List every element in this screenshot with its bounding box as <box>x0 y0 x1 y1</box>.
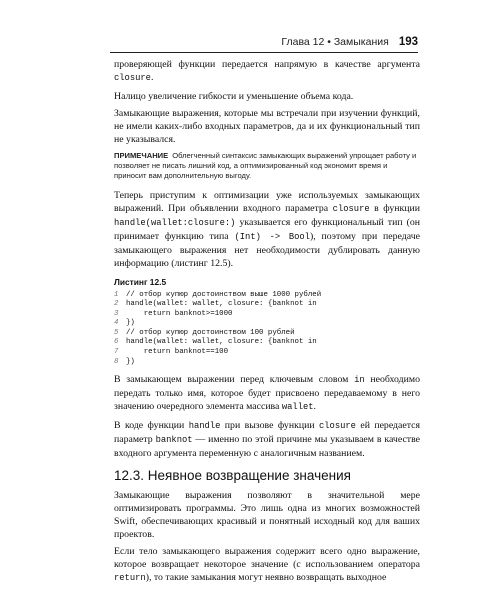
section-heading: 12.3. Неявное возвращение значения <box>114 467 351 483</box>
paragraph-7: Замыкающие выражения позволяют в значительной мере оптимизировать программы. Это лишь одна из многих возможностей Swift, обеспечивающих красивый и понятный исходный код для ваших проектов. <box>114 489 420 540</box>
code-text: return banknot>=1000 <box>126 309 233 318</box>
code-text: handle(wallet: wallet, closure: {banknot in <box>126 338 317 347</box>
inline-code: in <box>354 375 365 386</box>
text: . <box>150 72 154 83</box>
running-header <box>110 36 418 50</box>
note-text: Облегченный синтаксис замыкающих выражений упрощает работу и позволяет не писать лишний код, а оптимизированный код экономит время и приносит вам дополнительную выгоду. <box>114 150 417 180</box>
code-line <box>114 358 420 368</box>
page-number: 193 <box>398 36 418 48</box>
code-line <box>114 300 420 310</box>
paragraph-3: Замыкающие выражения, которые мы встречали при изучении функций, не имели каких-либо входных параметров, да и их функциональный тип не указывался. <box>114 108 420 145</box>
line-number: 1 <box>114 290 119 299</box>
inline-code: wallet <box>281 402 314 413</box>
text: ), то такие замыкания могут неявно возвращать выходное <box>145 572 387 584</box>
header-rule <box>110 52 418 53</box>
text: ), поэтому при передаче замыкающего выражения нет необходимости дублировать данную информацию (листинг 12.5). <box>114 230 420 269</box>
line-number: 7 <box>114 348 119 357</box>
line-number: 8 <box>114 357 119 366</box>
paragraph-8 <box>114 545 420 585</box>
line-number: 3 <box>114 309 119 318</box>
text: в функции <box>369 202 421 214</box>
inline-code: banknot <box>155 434 193 445</box>
code-line <box>114 310 420 320</box>
code-text: }) <box>126 357 135 366</box>
note-block <box>114 151 420 181</box>
code-line <box>114 338 420 348</box>
paragraph-1 <box>114 58 420 85</box>
text: при вызове функции <box>220 419 319 431</box>
code-text: // отбор купюр достоинством 100 рублей <box>126 328 295 337</box>
note-label: ПРИМЕЧАНИЕ <box>114 150 169 160</box>
chapter-title: Глава 12 • Замыкания <box>281 36 389 48</box>
paragraph-4 <box>114 189 420 270</box>
code-line <box>114 348 420 358</box>
code-listing <box>114 291 420 368</box>
text: . <box>313 401 316 413</box>
code-text: handle(wallet: wallet, closure: {banknot in <box>126 300 317 309</box>
line-number: 4 <box>114 319 119 328</box>
page-body <box>114 58 420 590</box>
code-text: return banknot==100 <box>126 348 229 357</box>
inline-code: handle <box>188 420 221 431</box>
code-line <box>114 319 420 329</box>
line-number: 5 <box>114 328 119 337</box>
paragraph-2: Налицо увеличение гибкости и уменьшение объема кода. <box>114 90 354 102</box>
text: Если тело замыкающего выражения содержит всего одно выражение, которое возвращает некоторое значение (с использованием оператора <box>114 546 420 571</box>
text: проверяющей функции передается напрямую в качестве аргумента <box>114 59 420 70</box>
code-text: }) <box>126 319 135 328</box>
inline-code: (Int) -> Bool <box>234 231 310 242</box>
text: необходимо передать только имя, которое будет присвоено передаваемому в него значению очередного элемента массива <box>114 374 420 413</box>
text: указывается его функциональный тип (он принимает функцию типа <box>114 216 420 242</box>
text: В коде функции <box>114 419 189 431</box>
text: ей передается параметр <box>114 419 420 445</box>
text: — именно по этой причине мы указываем в качестве входного аргумента переменную с аналогичным названием. <box>114 433 420 459</box>
paragraph-5 <box>114 373 420 414</box>
inline-code: handle(wallet:closure:) <box>114 217 236 228</box>
line-number: 6 <box>114 338 119 347</box>
inline-code: closure <box>332 203 370 214</box>
line-number: 2 <box>114 300 119 309</box>
text: В замыкающем выражении перед ключевым словом <box>114 374 355 386</box>
inline-code: return <box>114 573 146 584</box>
text: Теперь приступим к оптимизации уже используемых замыкающих выражений. При объявлении входного параметра <box>114 189 420 214</box>
code-text: // отбор купюр достоинством выше 1000 рублей <box>126 290 322 299</box>
code-line <box>114 291 420 301</box>
inline-code: closure <box>114 73 151 83</box>
code-line <box>114 329 420 339</box>
paragraph-6 <box>114 419 420 460</box>
inline-code: closure <box>318 420 356 431</box>
listing-title: Листинг 12.5 <box>114 276 167 287</box>
